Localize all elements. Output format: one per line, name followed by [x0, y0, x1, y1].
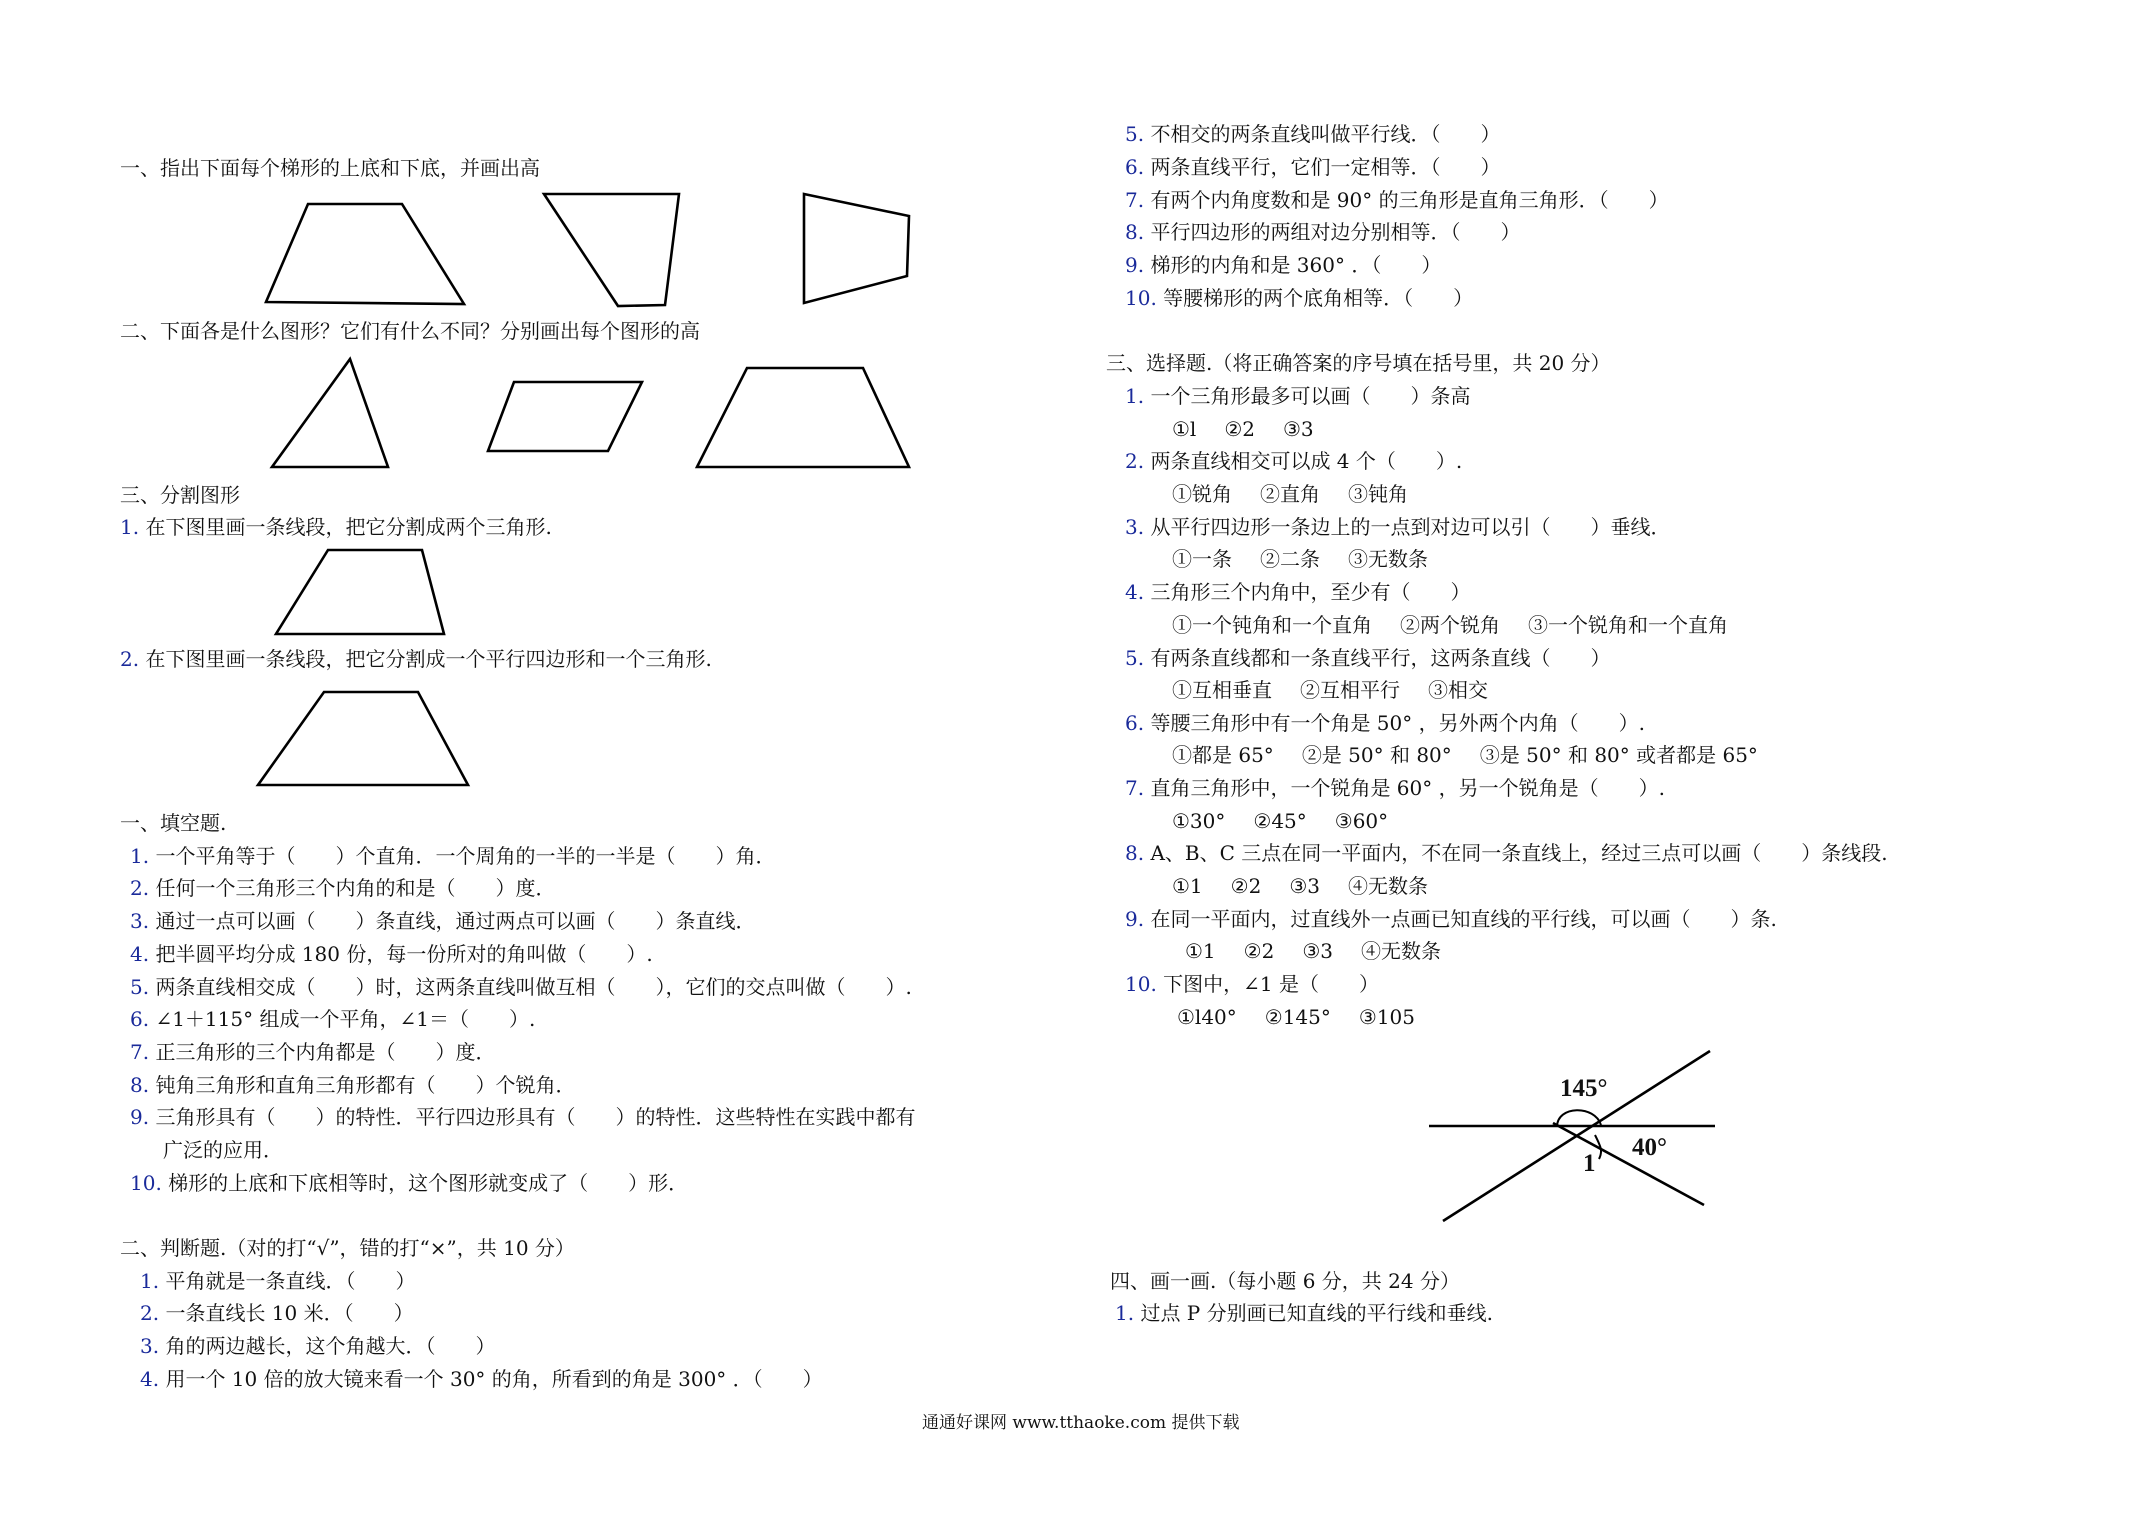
option: ④无数条: [1360, 939, 1441, 963]
option: ②直角: [1260, 482, 1320, 506]
item-number: 1.: [120, 515, 140, 539]
option: ②145°: [1264, 1005, 1331, 1029]
item-number: 1.: [130, 844, 150, 868]
item-text: 下图中，∠1 是（ ）: [1163, 972, 1380, 996]
option: ②二条: [1260, 547, 1320, 571]
item-number: 9.: [1125, 907, 1145, 931]
item-text: 一个平角等于（ ）个直角．一个周角的一半的一半是（ ）角．: [155, 844, 776, 868]
item-text: 一条直线长 10 米．（ ）: [165, 1301, 414, 1325]
option: ③60°: [1334, 809, 1389, 833]
trapezoid-split-figure-2: [254, 688, 474, 790]
judge-item: [140, 1300, 414, 1326]
item-number: 7.: [1125, 188, 1145, 212]
judge-item: [1125, 154, 1500, 180]
item-text: 通过一点可以画（ ）条直线，通过两点可以画（ ）条直线．: [155, 909, 756, 933]
item-text: ∠1＋115° 组成一个平角，∠1＝（ ）.: [155, 1007, 536, 1031]
fill-item: [130, 1072, 575, 1098]
section-title-multiple-choice: 三、选择题.（将正确答案的序号填在括号里，共 20 分）: [1106, 351, 1611, 375]
option: ①l40°: [1177, 1005, 1237, 1029]
item-number: 7.: [130, 1040, 150, 1064]
item-number: 8.: [130, 1073, 150, 1097]
item-text: 广泛的应用．: [163, 1138, 283, 1162]
option: ②两个锐角: [1400, 613, 1500, 637]
choice-options: [1185, 938, 1469, 964]
item-text: 两条直线平行，它们一定相等．（ ）: [1150, 155, 1501, 179]
choice-item: [1125, 710, 1645, 736]
fill-item-continuation: [163, 1137, 283, 1163]
judge-item: [140, 1333, 495, 1359]
choice-item: [1125, 971, 1379, 997]
item-text: 一个三角形最多可以画（ ）条高: [1150, 384, 1471, 408]
item-number: 7.: [1125, 776, 1145, 800]
option: ②2: [1243, 939, 1275, 963]
item-number: 5.: [1125, 122, 1145, 146]
trapezoid-figure-2: [540, 190, 685, 315]
option: ③一个锐角和一个直角: [1528, 613, 1728, 637]
item-number: 8.: [1125, 841, 1145, 865]
item-number: 1.: [140, 1269, 160, 1293]
item-number: 6.: [130, 1007, 150, 1031]
section-title-split-shapes: 三、分割图形: [120, 483, 240, 507]
item-text: 梯形的上底和下底相等时，这个图形就变成了（ ）形．: [168, 1171, 689, 1195]
item-text: 等腰三角形中有一个角是 50° ，另外两个内角（ ）.: [1150, 711, 1645, 735]
option: ③3: [1282, 417, 1314, 441]
option: ①30°: [1172, 809, 1226, 833]
choice-item: [1125, 448, 1462, 474]
item-number: 6.: [1125, 711, 1145, 735]
item-text: 三角形具有（ ）的特性．平行四边形具有（ ）的特性．这些特性在实践中都有: [155, 1105, 916, 1129]
choice-item: [1125, 906, 1777, 932]
item-number: 4.: [140, 1367, 160, 1391]
item-number: 2.: [130, 876, 150, 900]
judge-item: [1125, 285, 1473, 311]
option: ③钝角: [1348, 482, 1408, 506]
item-text: 在下图里画一条线段，把它分割成两个三角形.: [145, 515, 552, 539]
item-text: 任何一个三角形三个内角的和是（ ）度．: [155, 876, 556, 900]
item-text: 有两个内角度数和是 90° 的三角形是直角三角形．（ ）: [1150, 188, 1669, 212]
option: ③相交: [1428, 678, 1488, 702]
judge-item: [140, 1366, 823, 1392]
item-number: 2.: [1125, 449, 1145, 473]
fill-item: [130, 1006, 535, 1032]
choice-options: [1177, 1004, 1443, 1030]
item-text: 平行四边形的两组对边分别相等．（ ）: [1150, 220, 1521, 244]
item-text: 从平行四边形一条边上的一点到对边可以引（ ）垂线．: [1150, 515, 1671, 539]
judge-item: [1125, 121, 1500, 147]
section-title-true-false: 二、判断题.（对的打“√”，错的打“×”，共 10 分）: [120, 1236, 575, 1260]
judge-item: [140, 1268, 415, 1294]
option: ①锐角: [1172, 482, 1232, 506]
judge-item: [1125, 187, 1669, 213]
trapezoid-figure-4: [693, 364, 915, 472]
section-title-trapezoid-bases: 一、指出下面每个梯形的上底和下底，并画出高: [120, 156, 540, 180]
option: ②45°: [1253, 809, 1307, 833]
choice-item: [1125, 840, 1888, 866]
item-text: 有两条直线都和一条直线平行，这两条直线（ ）: [1150, 646, 1611, 670]
trapezoid-figure-1: [262, 200, 472, 310]
fill-item: [130, 908, 755, 934]
option: ②互相平行: [1300, 678, 1400, 702]
item-text: 钝角三角形和直角三角形都有（ ）个锐角．: [155, 1073, 576, 1097]
item-number: 1.: [1125, 384, 1145, 408]
choice-item: [1125, 645, 1610, 671]
section-title-fill-blanks: 一、填空题.: [120, 811, 227, 835]
fill-item: [130, 1170, 688, 1196]
item-text: 两条直线相交可以成 4 个（ ）.: [1150, 449, 1463, 473]
item-number: 3.: [1125, 515, 1145, 539]
fill-item: [130, 875, 555, 901]
choice-options: [1172, 873, 1456, 899]
section-title-drawing: 四、画一画.（每小题 6 分，共 24 分）: [1110, 1269, 1460, 1293]
split-item: [120, 646, 712, 672]
fill-item: [130, 1104, 915, 1130]
option: ②2: [1224, 417, 1255, 441]
item-text: A、B、C 三点在同一平面内，不在同一条直线上，经过三点可以画（ ）条线段.: [1150, 841, 1888, 865]
item-text: 三角形三个内角中，至少有（ ）: [1150, 580, 1471, 604]
item-number: 8.: [1125, 220, 1145, 244]
option: ③3: [1302, 939, 1333, 963]
choice-options: [1172, 546, 1456, 572]
footer-source: 通通好课网 www.tthaoke.com 提供下载: [922, 1413, 1240, 1433]
option: ④无数条: [1347, 874, 1428, 898]
item-number: 1.: [1115, 1301, 1135, 1325]
choice-item: [1125, 514, 1670, 540]
item-text: 在同一平面内，过直线外一点画已知直线的平行线，可以画（ ）条.: [1150, 907, 1777, 931]
choice-options: [1172, 808, 1416, 834]
choice-options: [1172, 612, 1756, 638]
option: ①l: [1172, 417, 1197, 441]
fill-item: [130, 941, 653, 967]
item-text: 平角就是一条直线．（ ）: [165, 1269, 416, 1293]
item-number: 3.: [140, 1334, 160, 1358]
item-number: 10.: [1125, 972, 1157, 996]
item-text: 把半圆平均分成 180 份，每一份所对的角叫做（ ）.: [155, 942, 653, 966]
judge-item: [1125, 219, 1520, 245]
item-number: 3.: [130, 909, 150, 933]
item-text: 等腰梯形的两个底角相等．（ ）: [1163, 286, 1474, 310]
item-text: 过点 P 分别画已知直线的平行线和垂线.: [1140, 1301, 1493, 1325]
item-text: 正三角形的三个内角都是（ ）度．: [155, 1040, 496, 1064]
item-number: 5.: [1125, 646, 1145, 670]
intersecting-lines-figure: [1425, 1045, 1725, 1225]
item-number: 2.: [120, 647, 140, 671]
option: ③105: [1358, 1005, 1415, 1029]
trapezoid-split-figure-1: [272, 546, 452, 638]
option: ①一条: [1172, 547, 1232, 571]
parallelogram-figure: [484, 378, 649, 455]
item-number: 2.: [140, 1301, 160, 1325]
item-number: 10.: [1125, 286, 1157, 310]
option: ①都是 65°: [1172, 743, 1274, 767]
trapezoid-figure-3: [800, 190, 915, 310]
option: ③无数条: [1348, 547, 1428, 571]
triangle-figure: [268, 355, 398, 475]
option: ①1: [1185, 939, 1216, 963]
fill-item: [130, 974, 912, 1000]
option: ①互相垂直: [1172, 678, 1272, 702]
choice-options: [1172, 742, 1786, 768]
item-number: 4.: [1125, 580, 1145, 604]
judge-item: [1125, 252, 1441, 278]
item-text: 不相交的两条直线叫做平行线．（ ）: [1150, 122, 1501, 146]
angle-label-1: 1: [1583, 1150, 1596, 1177]
fill-item: [130, 843, 775, 869]
option: ③是 50° 和 80° 或者都是 65°: [1479, 743, 1758, 767]
choice-options: [1172, 416, 1342, 442]
item-text: 梯形的内角和是 360° ．（ ）: [1150, 253, 1442, 277]
item-number: 9.: [1125, 253, 1145, 277]
angle-label-145: 145°: [1560, 1075, 1608, 1102]
item-number: 6.: [1125, 155, 1145, 179]
section-title-shapes-heights: 二、下面各是什么图形？它们有什么不同？分别画出每个图形的高: [120, 319, 700, 343]
fill-item: [130, 1039, 495, 1065]
item-text: 用一个 10 倍的放大镜来看一个 30° 的角，所看到的角是 300° ．（ ）: [165, 1367, 823, 1391]
option: ②2: [1230, 874, 1262, 898]
draw-item: [1115, 1300, 1493, 1326]
choice-item: [1125, 579, 1470, 605]
item-text: 直角三角形中，一个锐角是 60° ，另一个锐角是（ ）.: [1150, 776, 1665, 800]
choice-item: [1125, 775, 1665, 801]
option: ①1: [1172, 874, 1203, 898]
item-number: 10.: [130, 1171, 162, 1195]
option: ③3: [1289, 874, 1320, 898]
split-item: [120, 514, 552, 540]
option: ②是 50° 和 80°: [1301, 743, 1452, 767]
item-number: 5.: [130, 975, 150, 999]
choice-options: [1172, 481, 1436, 507]
angle-label-40: 40°: [1632, 1134, 1667, 1161]
item-text: 两条直线相交成（ ）时，这两条直线叫做互相（ ），它们的交点叫做（ ）.: [155, 975, 912, 999]
option: ①一个钝角和一个直角: [1172, 613, 1372, 637]
item-text: 角的两边越长，这个角越大．（ ）: [165, 1334, 496, 1358]
choice-item: [1125, 383, 1470, 409]
choice-options: [1172, 677, 1516, 703]
item-number: 9.: [130, 1105, 150, 1129]
item-text: 在下图里画一条线段，把它分割成一个平行四边形和一个三角形.: [145, 647, 712, 671]
item-number: 4.: [130, 942, 150, 966]
